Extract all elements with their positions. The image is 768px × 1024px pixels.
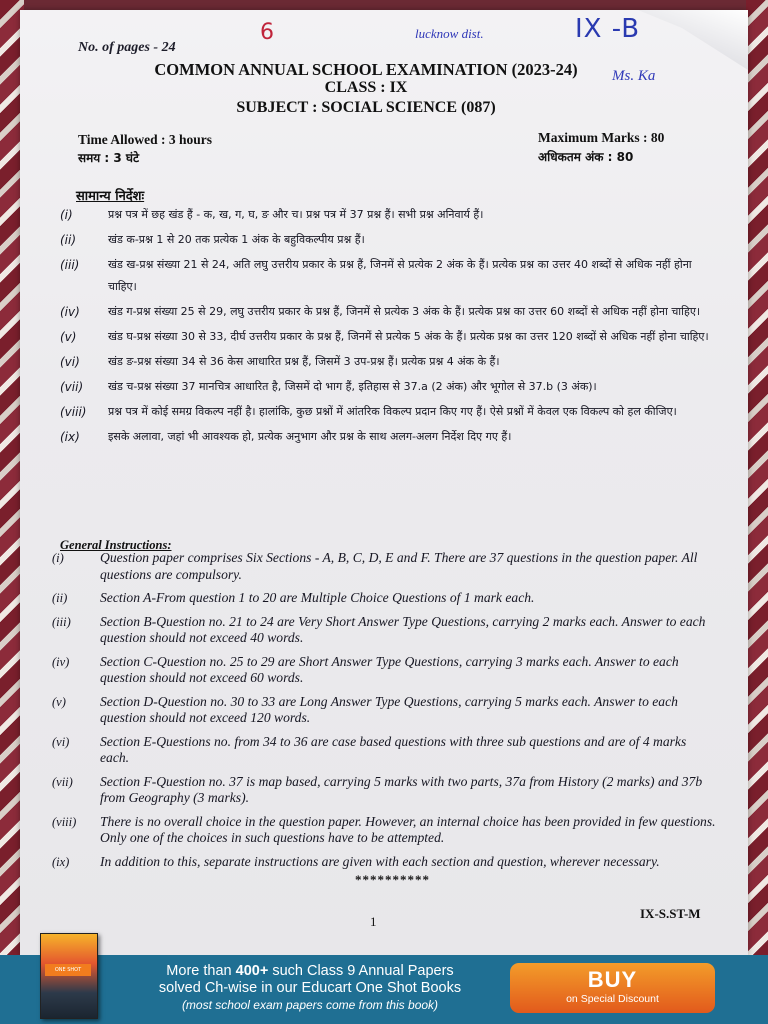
item-text: There is no overall choice in the question paper. However, an internal choice has been provided in few questions. Only one of the choices in such questions have to be attempted. xyxy=(100,813,716,845)
handwritten-note: lucknow dist. xyxy=(415,26,484,41)
exam-paper xyxy=(20,10,748,955)
book-cover-image[interactable] xyxy=(40,933,98,1019)
end-separator: ********** xyxy=(355,872,430,887)
item-text: Section D-Question no. 30 to 33 are Long Answer Type Questions, carrying 5 marks each. Answer to each question should not exceed 120 words. xyxy=(100,693,678,725)
item-text: Section C-Question no. 25 to 29 are Short Answer Type Questions, carrying 3 marks each. Answer to each question should not exceed 60 words. xyxy=(100,653,679,685)
list-item xyxy=(52,814,718,847)
list-item xyxy=(52,854,718,871)
item-number: (iv) xyxy=(60,305,80,319)
item-text: इसके अलावा, जहां भी आवश्यक हो, प्रत्येक अनुभाग और प्रश्न के साथ अलग-अलग निर्देश दिए गए हैं। xyxy=(108,430,512,443)
item-number: (i) xyxy=(52,551,64,565)
item-number: (v) xyxy=(60,330,77,344)
item-number: (ii) xyxy=(52,591,68,605)
exam-title: COMMON ANNUAL SCHOOL EXAMINATION (2023-24) xyxy=(154,60,578,79)
promo-line-1-post: such Class 9 Annual Papers xyxy=(268,963,454,979)
list-item xyxy=(52,614,718,647)
list-item xyxy=(52,694,718,727)
max-marks-en: Maximum Marks : 80 xyxy=(538,130,665,145)
list-item xyxy=(52,654,718,687)
list-item xyxy=(60,351,718,373)
general-instructions-heading: General Instructions: xyxy=(60,538,172,552)
item-number: (vi) xyxy=(52,734,70,749)
handwritten-initials: Ms. Ka xyxy=(612,68,656,84)
buy-button[interactable] xyxy=(510,963,715,1013)
promo-line-2: solved Ch-wise in our Educart One Shot Books xyxy=(158,980,462,996)
promo-line-3: (most school exam papers come from this book) xyxy=(181,998,439,1012)
item-text: प्रश्न पत्र में छह खंड हैं - क, ख, ग, घ, ङ और च। प्रश्न पत्र में 37 प्रश्न हैं। सभी प्रश्न अनिवार्य हैं। xyxy=(108,208,484,221)
list-item xyxy=(60,426,718,448)
item-text: Section F-Question no. 37 is map based, carrying 5 marks with two parts, 37a from History (2 marks) and 37b from Geography (3 marks). xyxy=(100,773,703,805)
promo-count: 400+ xyxy=(235,963,269,979)
item-text: खंड क-प्रश्न 1 से 20 तक प्रत्येक 1 अंक के बहुविकल्पीय प्रश्न हैं। xyxy=(108,233,365,246)
list-item xyxy=(60,326,718,348)
item-number: (ix) xyxy=(52,854,70,869)
hindi-instructions-list xyxy=(60,204,718,451)
item-number: (vii) xyxy=(52,774,73,789)
time-allowed-hi: समय : 3 घंटे xyxy=(78,151,140,165)
item-number: (ix) xyxy=(60,430,80,444)
list-item xyxy=(60,229,718,251)
item-number: (v) xyxy=(52,694,66,709)
item-text: खंड ग-प्रश्न संख्या 25 से 29, लघु उत्तरीय प्रकार के प्रश्न हैं, जिनमें से प्रत्येक 3 अंक के हैं। प्रत्येक प्रश्न का उत्तर 60 शब्दों से अधिक नहीं होना चाहिए। xyxy=(108,305,701,318)
promo-line-1-pre: More than xyxy=(166,963,236,979)
list-item xyxy=(60,254,718,298)
item-number: (i) xyxy=(60,208,73,222)
book-label: ONE SHOT xyxy=(45,964,91,976)
list-item xyxy=(60,204,718,226)
page-number: 1 xyxy=(370,914,377,929)
list-item xyxy=(52,550,718,583)
item-number: (viii) xyxy=(52,814,77,829)
handwritten-number: 6 xyxy=(260,20,274,45)
item-text: Section E-Questions no. from 34 to 36 are case based questions with three sub questions and are of 4 marks each. xyxy=(100,733,687,765)
item-text: खंड ख-प्रश्न संख्या 21 से 24, अति लघु उत्तरीय प्रकार के प्रश्न हैं, जिनमें से प्रत्येक 2 अंक के हैं। प्रत्येक प्रश्न का उत्तर 40 शब्दों से अधिक नहीं होना चाहिए। xyxy=(108,258,692,293)
buy-button-label: BUY xyxy=(587,967,638,992)
background-pattern-right xyxy=(746,0,768,955)
hindi-instructions-heading: सामान्य निर्देशः xyxy=(76,189,145,204)
list-item xyxy=(52,734,718,767)
list-item xyxy=(60,401,718,423)
item-text: Section A-From question 1 to 20 are Multiple Choice Questions of 1 mark each. xyxy=(100,590,535,605)
list-item xyxy=(52,590,718,607)
max-marks-hi: अधिकतम अंक : 80 xyxy=(538,150,634,164)
item-text: प्रश्न पत्र में कोई समग्र विकल्प नहीं है। हालांकि, कुछ प्रश्नों में आंतरिक विकल्प प्रदान किए गए हैं। ऐसे प्रश्नों में केवल एक विकल्प को हल कीजिए। xyxy=(108,405,677,418)
handwritten-class: IX -B xyxy=(575,14,641,44)
general-instructions-list xyxy=(52,550,718,877)
time-allowed-en: Time Allowed : 3 hours xyxy=(78,132,213,147)
list-item xyxy=(52,774,718,807)
item-text: In addition to this, separate instructions are given with each section and question, wherever necessary. xyxy=(100,853,660,869)
item-number: (iii) xyxy=(60,258,80,272)
item-text: Section B-Question no. 21 to 24 are Very Short Answer Type Questions, carrying 2 marks each. Answer to each question should not exceed 40 words. xyxy=(100,613,706,645)
promo-banner[interactable] xyxy=(0,955,768,1024)
item-text: खंड ङ-प्रश्न संख्या 34 से 36 केस आधारित प्रश्न हैं, जिसमें 3 उप-प्रश्न हैं। प्रत्येक प्रश्न 4 अंक के हैं। xyxy=(108,355,500,368)
paper-code: IX-S.ST-M xyxy=(640,906,701,921)
item-number: (vii) xyxy=(60,380,84,394)
item-text: खंड च-प्रश्न संख्या 37 मानचित्र आधारित है, जिसमें दो भाग हैं, इतिहास से 37.a (2 अंक) और भूगोल से 37.b (3 अंक)। xyxy=(108,380,597,393)
item-number: (vi) xyxy=(60,355,80,369)
promo-text xyxy=(110,963,510,1013)
buy-button-sublabel: on Special Discount xyxy=(566,993,659,1005)
item-text: खंड घ-प्रश्न संख्या 30 से 33, दीर्घ उत्तरीय प्रकार के प्रश्न हैं, जिनमें से प्रत्येक 5 अंक के हैं। प्रत्येक प्रश्न का उत्तर 120 शब्दों से अधिक नहीं होना चाहिए। xyxy=(108,330,709,343)
item-number: (iv) xyxy=(52,654,70,669)
item-number: (iii) xyxy=(52,614,71,629)
list-item xyxy=(60,376,718,398)
item-text: Question paper comprises Six Sections - A, B, C, D, E and F. There are 37 questions in the question paper. All questions are compulsory. xyxy=(100,550,698,582)
class-title: CLASS : IX xyxy=(324,79,408,96)
item-number: (ii) xyxy=(60,233,77,247)
promo-line-1 xyxy=(110,963,510,980)
page-count: No. of pages - 24 xyxy=(78,40,176,55)
item-number: (viii) xyxy=(60,405,87,419)
subject-title: SUBJECT : SOCIAL SCIENCE (087) xyxy=(236,99,496,116)
list-item xyxy=(60,301,718,323)
